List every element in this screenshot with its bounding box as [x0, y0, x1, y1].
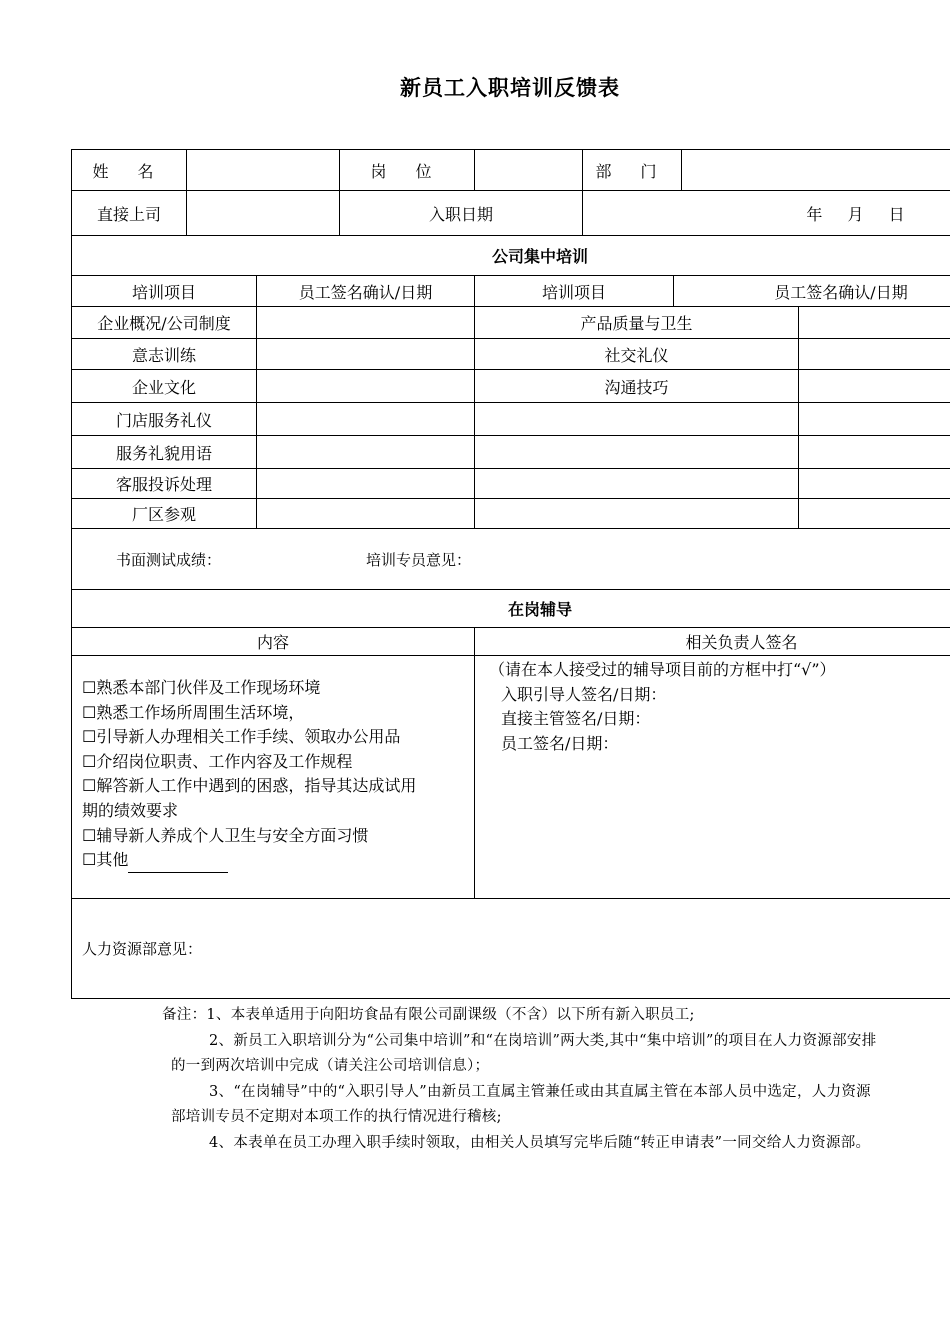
- supervisor-signature-label: 直接主管签名/日期：: [501, 709, 651, 728]
- checklist-item[interactable]: ☐辅导新人养成个人卫生与安全方面习惯: [82, 825, 369, 845]
- trainer-opinion-label: 培训专员意见：: [366, 550, 472, 569]
- training-item: 沟通技巧: [475, 370, 799, 403]
- checkbox-icon: ☐: [82, 776, 97, 796]
- hr-opinion-cell[interactable]: [72, 899, 950, 999]
- training-item: 门店服务礼仪: [72, 403, 257, 436]
- signature-cell[interactable]: [257, 436, 475, 469]
- signature-area[interactable]: [475, 656, 950, 899]
- checkbox-icon: ☐: [82, 850, 97, 870]
- signature-cell[interactable]: [257, 307, 475, 339]
- signature-cell[interactable]: [799, 307, 950, 339]
- feedback-form: [71, 149, 950, 999]
- supervisor-field[interactable]: [187, 191, 340, 236]
- checklist-item-continuation: 期的绩效要求: [82, 800, 179, 820]
- training-item: 企业文化: [72, 370, 257, 403]
- checklist-item[interactable]: ☐引导新人办理相关工作手续、领取办公用品: [82, 727, 401, 747]
- training-item: 客服投诉处理: [72, 469, 257, 499]
- name-label: 姓 名: [72, 150, 187, 191]
- checklist-item[interactable]: ☐其他: [82, 848, 474, 873]
- signature-cell[interactable]: [799, 403, 950, 436]
- checkbox-icon: ☐: [82, 825, 97, 845]
- table-row: [72, 339, 950, 370]
- guide-signature-label: 入职引导人签名/日期：: [501, 684, 667, 704]
- signature-cell[interactable]: [799, 469, 950, 499]
- checklist-item[interactable]: ☐介绍岗位职责、工作内容及工作规程: [82, 751, 353, 771]
- table-row: [72, 370, 950, 403]
- signature-cell[interactable]: [257, 499, 475, 529]
- training-item: [475, 436, 799, 469]
- training-item: 意志训练: [72, 339, 257, 370]
- written-test-label: 书面测试成绩：: [116, 550, 222, 569]
- position-field[interactable]: [475, 150, 583, 191]
- training-item: 厂区参观: [72, 499, 257, 529]
- note-4: 4、本表单在员工办理入职手续时领取，由相关人员填写完毕后随“转正申请表”一同交给人力资源部。: [209, 1134, 871, 1151]
- hr-opinion-label: 人力资源部意见：: [82, 940, 203, 958]
- signature-cell[interactable]: [257, 370, 475, 403]
- name-field[interactable]: [187, 150, 340, 191]
- entry-date-field[interactable]: 年 月 日: [583, 191, 950, 236]
- notes: [162, 1003, 878, 1156]
- col-responsible-signature: 相关负责人签名: [475, 628, 950, 656]
- training-item: 企业概况/公司制度: [72, 307, 257, 339]
- central-training-title: 公司集中培训: [72, 236, 950, 276]
- table-row: [72, 403, 950, 436]
- col-training-item-left: 培训项目: [72, 276, 257, 307]
- checkbox-icon: ☐: [82, 678, 97, 697]
- checkbox-icon: ☐: [82, 702, 97, 722]
- coaching-checklist: [72, 656, 475, 899]
- table-row: [72, 436, 950, 469]
- entry-date-label: 入职日期: [340, 191, 583, 236]
- checklist-item[interactable]: ☐熟悉工作场所周围生活环境，: [82, 702, 305, 722]
- training-item: 服务礼貌用语: [72, 436, 257, 469]
- test-and-opinion-row[interactable]: [72, 529, 950, 590]
- sign-hint: （请在本人接受过的辅导项目前的方框中打“√”）: [489, 660, 836, 679]
- note-3: 3、“在岗辅导”中的“入职引导人”由新员工直属主管兼任或由其直属主管在本部人员中选定，人力资源部培训专员不定期对本项工作的执行情况进行稽核;: [171, 1083, 871, 1125]
- signature-cell[interactable]: [799, 499, 950, 529]
- note-2: 2、新员工入职培训分为“公司集中培训”和“在岗培训”两大类,其中“集中培训”的项目在人力资源部安排的一到两次培训中完成（请关注公司培训信息）；: [171, 1032, 877, 1074]
- checkbox-icon: ☐: [82, 751, 97, 771]
- employee-signature-label: 员工签名/日期：: [501, 733, 619, 753]
- department-field[interactable]: [682, 150, 950, 191]
- table-row: [72, 499, 950, 529]
- position-label: 岗 位: [340, 150, 475, 191]
- col-training-item-right: 培训项目: [475, 276, 674, 307]
- page-title: 新员工入职培训反馈表: [400, 76, 620, 100]
- table-row: [72, 307, 950, 339]
- other-blank-line[interactable]: [128, 854, 228, 873]
- checkbox-icon: ☐: [82, 727, 97, 747]
- onsite-coaching-title: 在岗辅导: [72, 590, 950, 628]
- signature-cell[interactable]: [799, 339, 950, 370]
- col-content: 内容: [72, 628, 475, 656]
- checklist-item[interactable]: ☐解答新人工作中遇到的困惑，指导其达成试用: [82, 776, 417, 796]
- training-item: [475, 499, 799, 529]
- signature-cell[interactable]: [257, 469, 475, 499]
- table-row: [72, 469, 950, 499]
- signature-cell[interactable]: [799, 436, 950, 469]
- col-signature-left: 员工签名确认/日期: [257, 276, 475, 307]
- training-item: [475, 403, 799, 436]
- supervisor-label: 直接上司: [72, 191, 187, 236]
- col-signature-right: 员工签名确认/日期: [674, 276, 950, 307]
- note-1: 备注：1、本表单适用于向阳坊食品有限公司副课级（不含）以下所有新入职员工;: [162, 1007, 695, 1023]
- signature-cell[interactable]: [257, 339, 475, 370]
- training-item: [475, 469, 799, 499]
- checklist-item[interactable]: ☐熟悉本部门伙伴及工作现场环境: [82, 678, 321, 697]
- department-label: 部 门: [583, 150, 682, 191]
- training-item: 社交礼仪: [475, 339, 799, 370]
- training-item: 产品质量与卫生: [475, 307, 799, 339]
- signature-cell[interactable]: [799, 370, 950, 403]
- signature-cell[interactable]: [257, 403, 475, 436]
